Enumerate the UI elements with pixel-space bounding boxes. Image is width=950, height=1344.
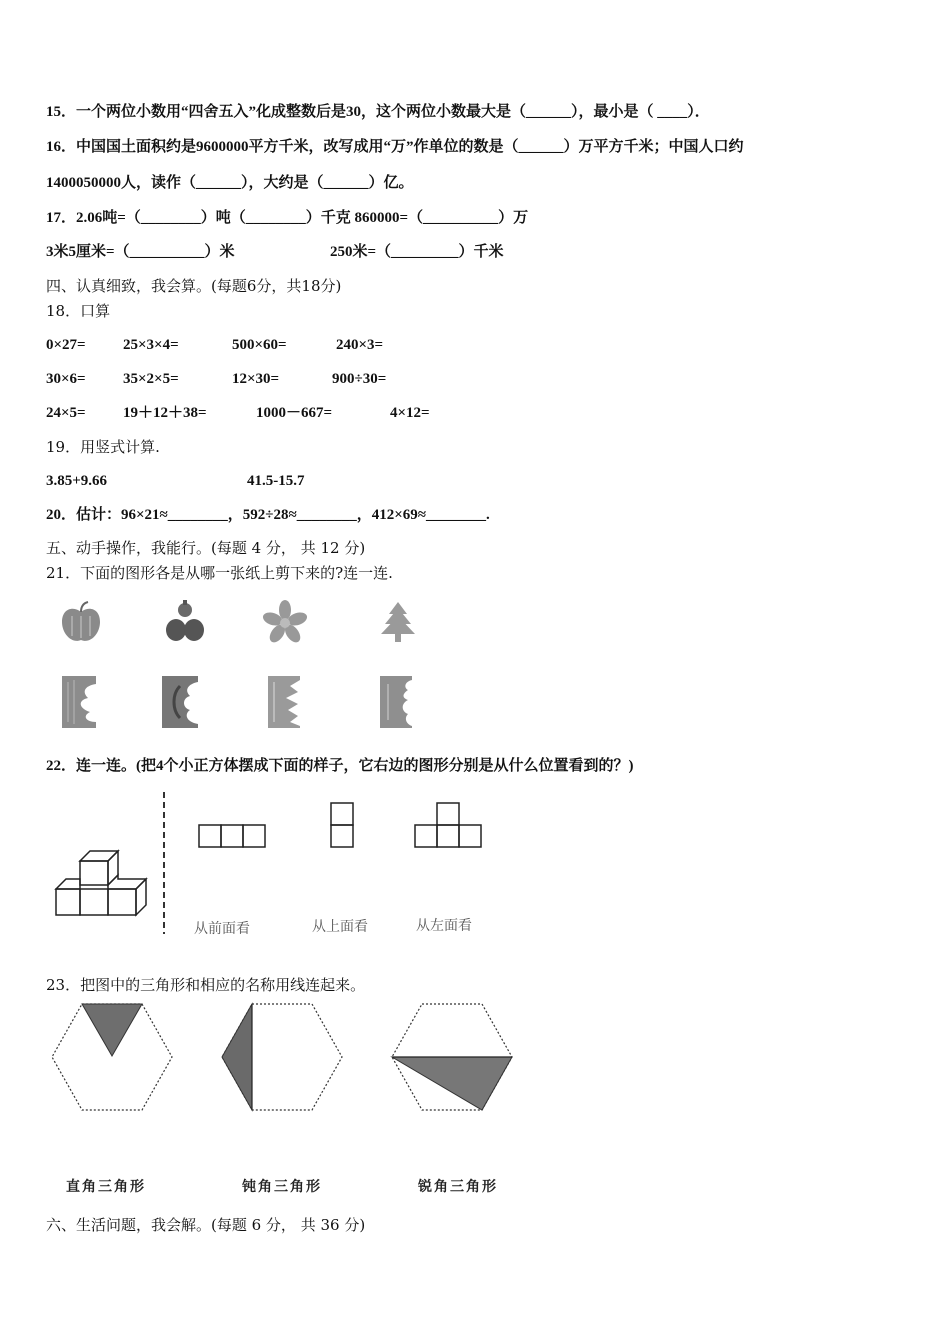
paper-4-icon (380, 676, 412, 728)
section-6-title: 六、生活问题，我会解。(每题 6 分， 共 36 分) (46, 1216, 366, 1234)
question-16-line2: 1400050000人，读作（______），大约是（______）亿。 (46, 175, 414, 191)
calc-r3-c4: 4×12= (390, 405, 430, 421)
question-18: 18．口算 (46, 302, 111, 320)
question-23: 23．把图中的三角形和相应的名称用线连起来。 (46, 976, 366, 994)
q19-item-1: 3.85+9.66 (46, 473, 108, 489)
view-label-top: 从上面看 (312, 919, 368, 935)
section-5-title: 五、动手操作，我能行。(每题 4 分， 共 12 分) (46, 539, 366, 557)
section-4-title: 四、认真细致，我会算。(每题6分，共18分) (46, 277, 342, 295)
view-t-shape (414, 802, 482, 848)
question-17-line2-part1: 3米5厘米=（__________）米 (46, 244, 235, 260)
calc-r2-c2: 35×2×5= (123, 371, 179, 387)
q19-item-2: 41.5-15.7 (247, 473, 305, 489)
calc-r3-c2: 19＋12＋38= (123, 405, 207, 421)
view-three-horizontal (198, 824, 266, 848)
view-label-left: 从左面看 (416, 918, 472, 934)
apple-shape-icon (58, 600, 104, 646)
cube-stack-figure (50, 845, 150, 921)
calc-r1-c4: 240×3= (336, 337, 384, 353)
paper-2-icon (162, 676, 198, 728)
calc-r1-c3: 500×60= (232, 337, 287, 353)
calc-r1-c1: 0×27= (46, 337, 86, 353)
paper-1-icon (62, 676, 96, 728)
paper-3-icon (268, 676, 300, 728)
view-two-vertical (330, 802, 354, 848)
calc-r2-c1: 30×6= (46, 371, 86, 387)
view-label-front: 从前面看 (194, 921, 250, 937)
hexagon-1-figure (50, 1002, 174, 1112)
question-16-line1: 16．中国国土面积约是9600000平方千米，改写成用“万”作单位的数是（______）万平方千米；中国人口约 (46, 139, 744, 155)
question-17-line1: 17．2.06吨=（________）吨（________）千克 860000=（__________）万 (46, 210, 529, 226)
hexagon-2-figure (220, 1002, 344, 1112)
calc-r2-c3: 12×30= (232, 371, 280, 387)
question-22: 22．连一连。(把4个小正方体摆成下面的样子，它右边的图形分别是从什么位置看到的？) (46, 758, 634, 774)
flower-shape-icon (262, 600, 308, 646)
question-15: 15．一个两位小数用“四舍五入”化成整数后是30，这个两位小数最大是（______），最小是（ ____）． (46, 104, 710, 120)
dashed-divider (162, 792, 166, 934)
hexagon-3-figure (390, 1002, 514, 1112)
calc-r2-c4: 900÷30= (332, 371, 387, 387)
question-17-line2-part2: 250米=（_________）千米 (330, 244, 504, 260)
question-20: 20．估计：96×21≈________，592÷28≈________，412×69≈________. (46, 507, 490, 523)
triangle-label-obtuse: 钝角三角形 (242, 1179, 322, 1195)
triangle-label-right: 直角三角形 (66, 1179, 146, 1195)
calc-r3-c1: 24×5= (46, 405, 86, 421)
calc-r1-c2: 25×3×4= (123, 337, 179, 353)
question-19: 19．用竖式计算. (46, 438, 160, 456)
calc-r3-c3: 1000－667= (256, 405, 333, 421)
triangle-label-acute: 锐角三角形 (418, 1179, 498, 1195)
gourd-shape-icon (162, 598, 208, 648)
question-21: 21．下面的图形各是从哪一张纸上剪下来的?连一连. (46, 564, 393, 582)
tree-shape-icon (375, 600, 421, 646)
